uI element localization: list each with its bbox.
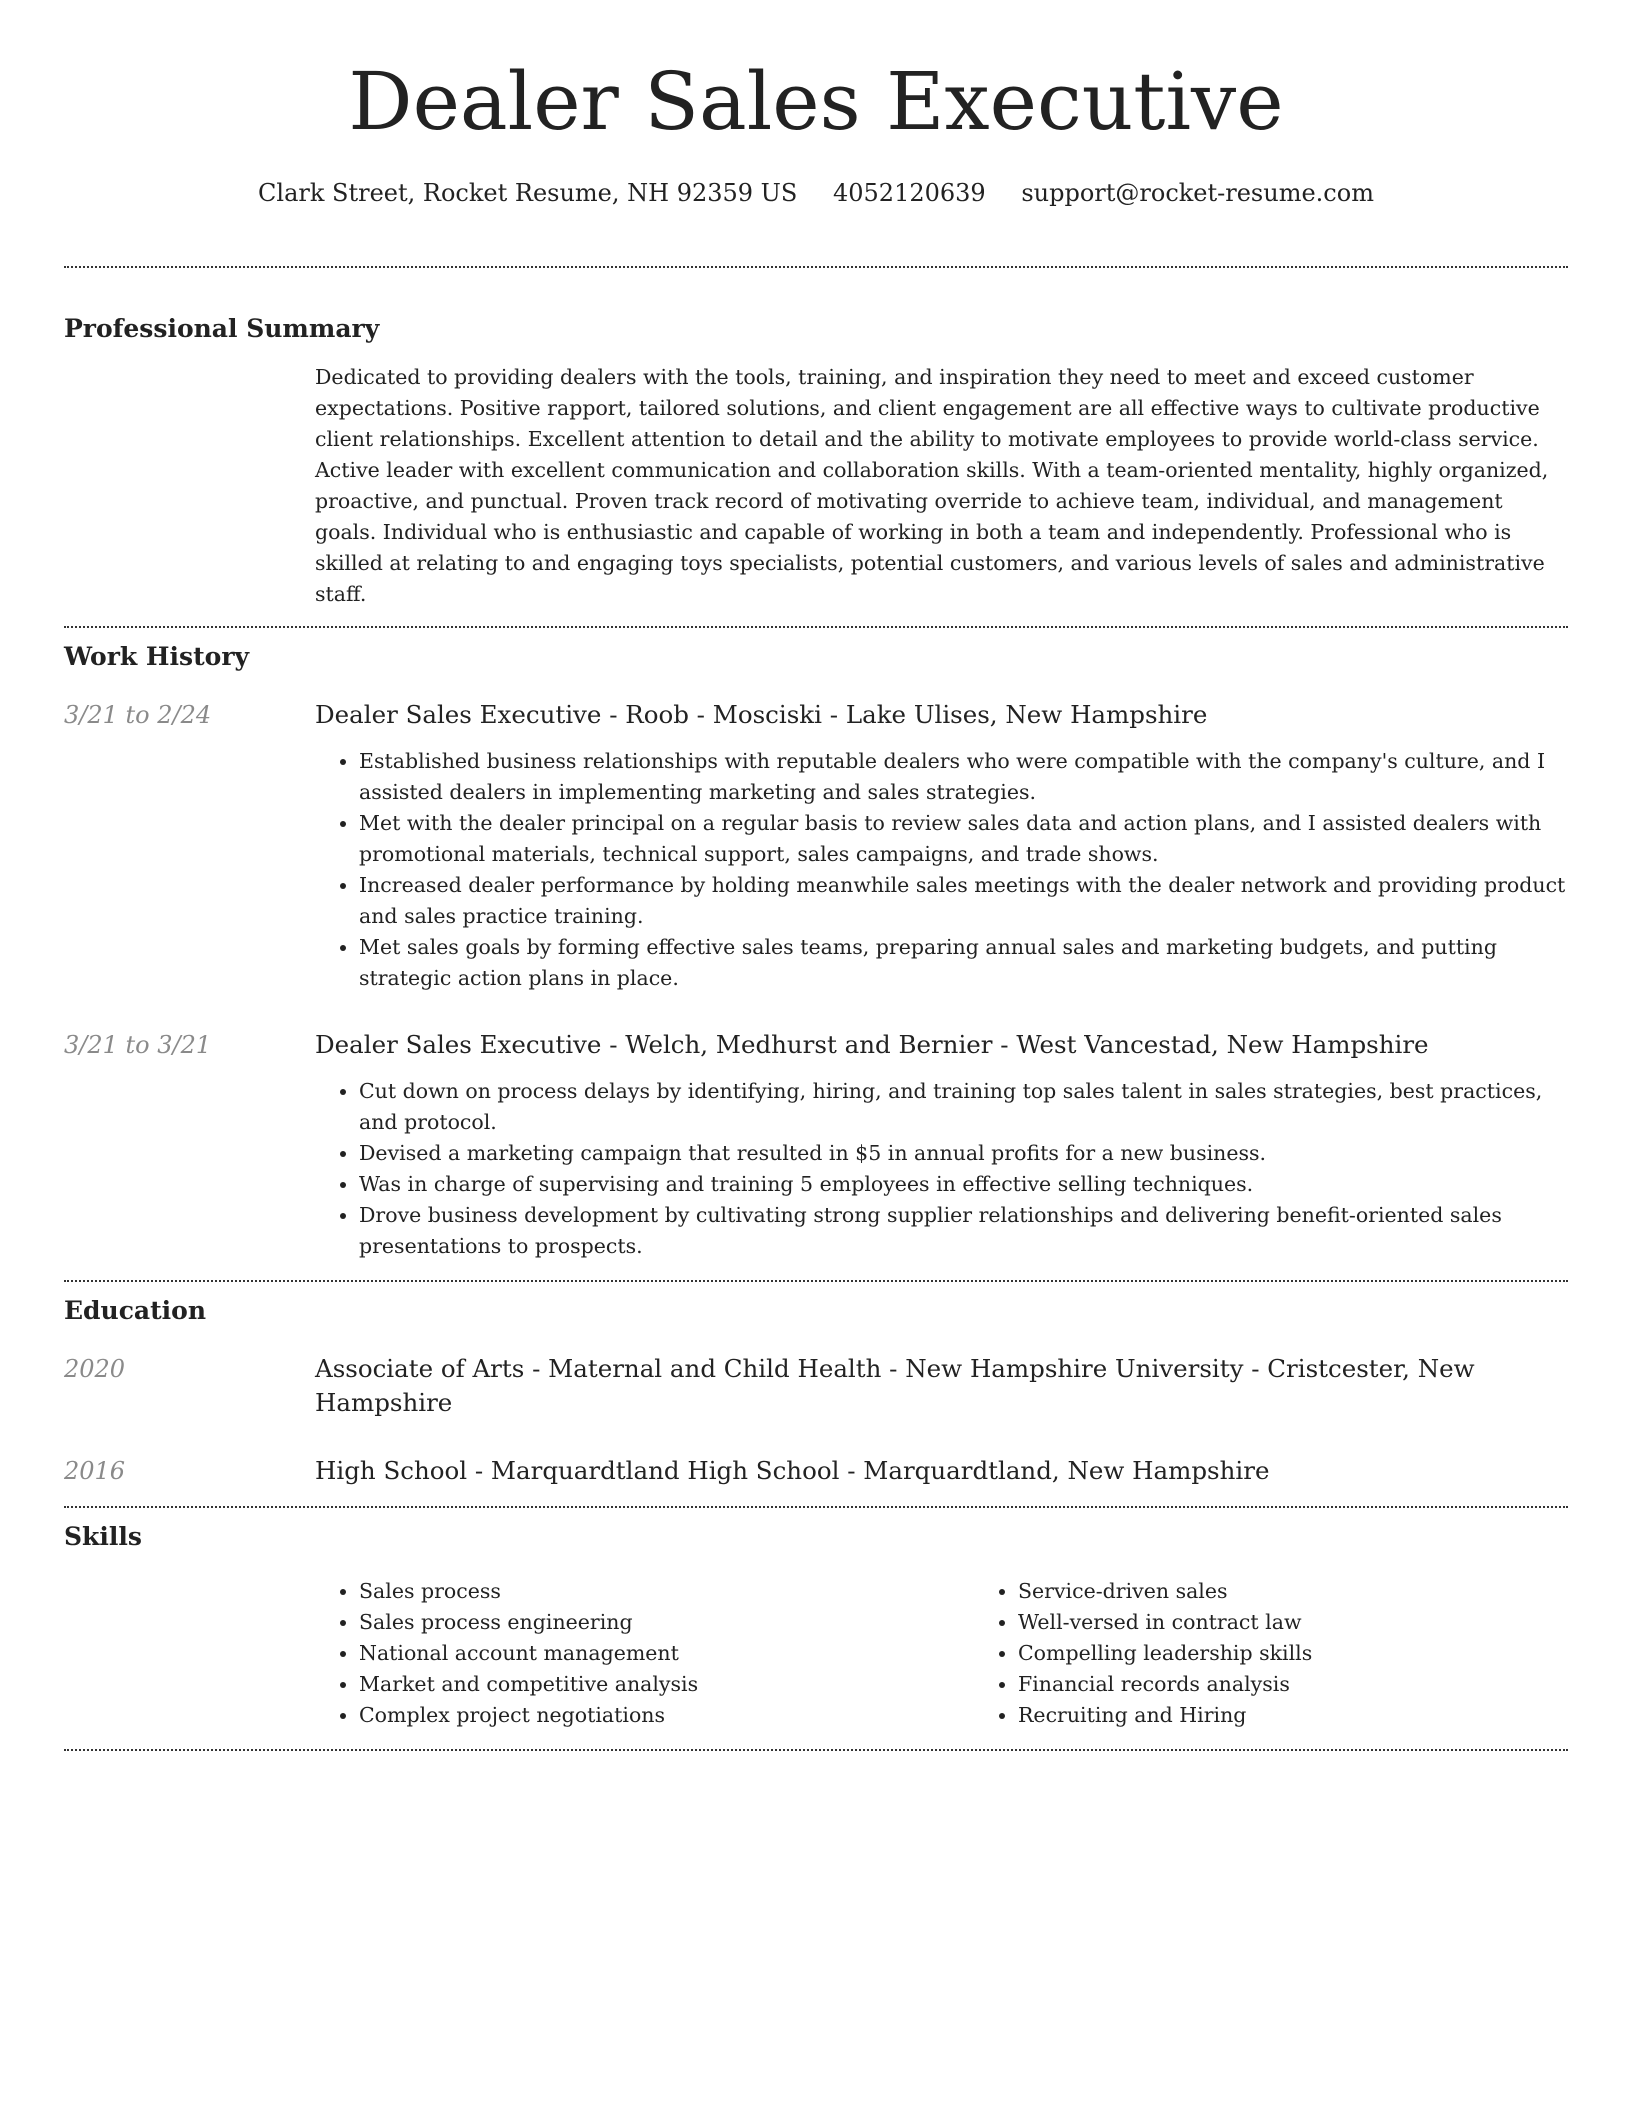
education-details: - New Hampshire University - Cristcester, New Hampshire [315,1354,1475,1417]
skills-list-left [315,1576,974,1731]
skill-item: • National account management [359,1638,974,1669]
job-dates: 3/21 to 2/24 [64,701,212,729]
skill-item: • Recruiting and Hiring [1018,1700,1632,1731]
job-bullet: • Established business relationships with reputable dealers who were compatible with the company's culture, and I assisted dealers in implementing marketing and sales strategies. [359,746,1568,808]
education-entry [64,1454,1568,1488]
work-history-section [64,628,1568,1262]
education-year: 2016 [64,1457,126,1485]
contact-email: support@rocket-resume.com [1021,179,1374,207]
skills-list-right [974,1576,1632,1731]
job-heading [315,1028,1568,1062]
job-heading [315,698,1568,732]
job-bullet: • Cut down on process delays by identifying, hiring, and training top sales talent in sales strategies, best practices, and protocol. [359,1076,1568,1138]
job-dates: 3/21 to 3/21 [64,1031,212,1059]
contact-info [64,176,1568,210]
education-line [315,1352,1568,1420]
job-bullets [315,746,1568,994]
job-bullet: • Met sales goals by forming effective sales teams, preparing annual sales and marketing budgets, and putting strategic action plans in place. [359,932,1568,994]
education-entry [64,1352,1568,1420]
job-role: Dealer Sales Executive [315,1030,602,1059]
job-details: - Welch, Medhurst and Bernier - West Vancestad, New Hampshire [601,1030,1429,1059]
skills-heading: Skills [64,1522,142,1551]
job-entry [64,698,1568,994]
skills-section [64,1508,1568,1731]
skill-item: • Sales process [359,1576,974,1607]
skill-item: • Well-versed in contract law [1018,1607,1632,1638]
summary-text: Dedicated to providing dealers with the tools, training, and inspiration they need to meet and exceed customer expectations. Positive rapport, tailored solutions, and client engagement are all effective ways to cultivate productive client relationships. Excellent attention to detail and the ability to motivate employees to provide world-class service. Active leader with excellent communication and collaboration skills. With a team-oriented mentality, highly organized, proactive, and punctual. Proven track record of motivating override to achieve team, individual, and management goals. Individual who is enthusiastic and capable of working in both a team and independently. Professional who is skilled at relating to and engaging toys specialists, potential customers, and various levels of sales and administrative staff. [315,365,1549,606]
skill-item: • Compelling leadership skills [1018,1638,1632,1669]
education-details: - Marquardtland High School - Marquardtland, New Hampshire [467,1456,1270,1485]
job-bullet: • Increased dealer performance by holding meanwhile sales meetings with the dealer network and providing product and sales practice training. [359,870,1568,932]
education-degree: High School [315,1456,468,1485]
job-bullet: • Drove business development by cultivating strong supplier relationships and delivering benefit-oriented sales presentations to prospects. [359,1200,1568,1262]
contact-address: Clark Street, Rocket Resume, NH 92359 US [258,179,798,207]
skill-item: • Sales process engineering [359,1607,974,1638]
job-entry [64,1028,1568,1262]
summary-section [64,268,1568,610]
skill-item: • Market and competitive analysis [359,1669,974,1700]
contact-phone: 4052120639 [832,179,986,207]
resume-header [64,0,1568,210]
job-bullet: • Met with the dealer principal on a regular basis to review sales data and action plans, and I assisted dealers with promotional materials, technical support, sales campaigns, and trade shows. [359,808,1568,870]
education-degree: Associate of Arts - Maternal and Child Health [315,1354,882,1383]
skill-item: • Service-driven sales [1018,1576,1632,1607]
education-line [315,1454,1568,1488]
candidate-name: Dealer Sales Executive [348,55,1284,148]
education-section [64,1282,1568,1488]
job-bullets [315,1076,1568,1262]
work-history-heading: Work History [64,642,250,671]
education-heading: Education [64,1296,207,1325]
section-divider [64,1749,1568,1751]
job-role: Dealer Sales Executive [315,700,602,729]
skill-item: • Complex project negotiations [359,1700,974,1731]
skill-item: • Financial records analysis [1018,1669,1632,1700]
job-details: - Roob - Mosciski - Lake Ulises, New Hampshire [601,700,1208,729]
job-bullet: • Devised a marketing campaign that resulted in $5 in annual profits for a new business. [359,1138,1568,1169]
resume-page [64,0,1568,1751]
job-bullet: • Was in charge of supervising and training 5 employees in effective selling techniques. [359,1169,1568,1200]
education-year: 2020 [64,1355,126,1383]
summary-heading: Professional Summary [64,314,380,343]
